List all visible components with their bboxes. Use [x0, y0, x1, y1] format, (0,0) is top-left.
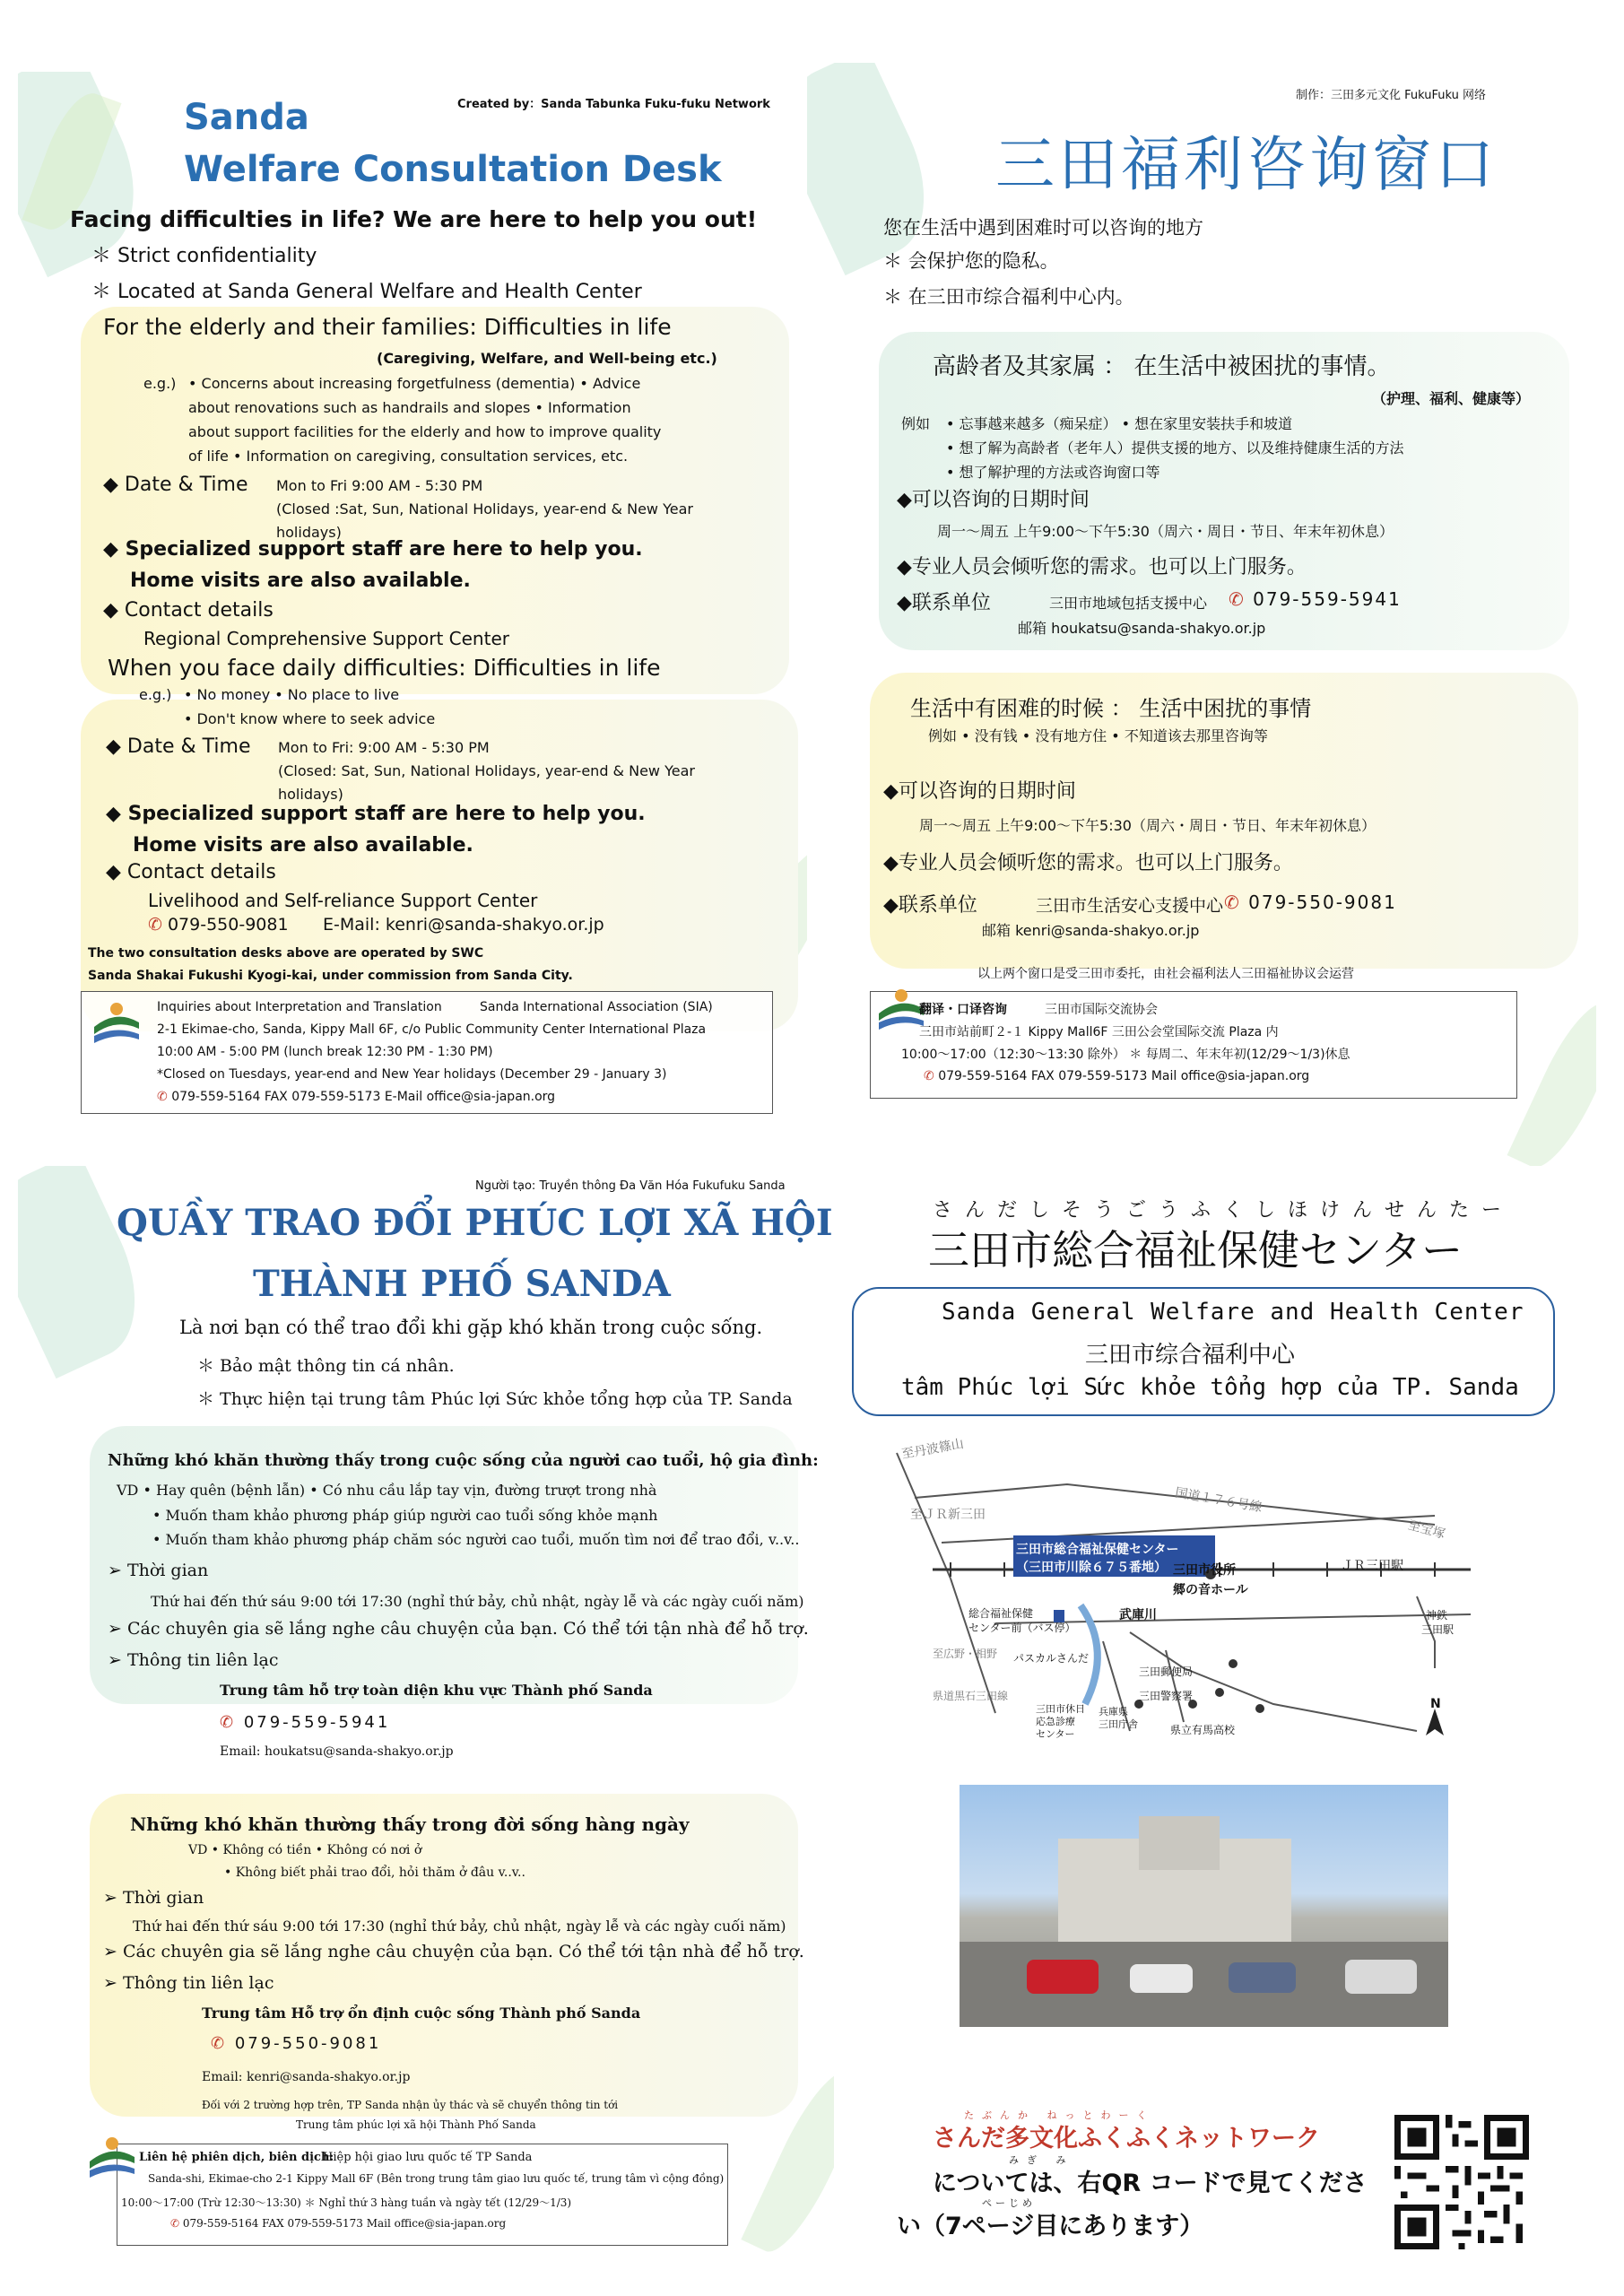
contact-label: Contact details	[124, 599, 274, 622]
zh-staff-text: 专业人员会倾听您的需求。也可以上门服务。	[911, 556, 1307, 578]
vietnamese-panel	[18, 1166, 834, 2278]
inquiry-contact	[157, 1090, 555, 1104]
vi-contact-row: ➢ Thông tin liên lạc	[103, 1973, 274, 1993]
eg-label: e.g.)	[143, 375, 177, 392]
elderly-example-1: • Concerns about increasing forgetfulness (dementia) • Advice	[188, 375, 641, 392]
point-text: 在三田市综合福利中心内。	[908, 286, 1134, 308]
phone-row	[148, 915, 289, 935]
elderly-example-2: about renovations such as handrails and slopes • Information	[188, 399, 631, 416]
closed-days-2: holidays)	[276, 524, 342, 541]
vi-time-row: ➢ Thời gian	[108, 1561, 209, 1580]
vi-inquiry-hours: 10:00～17:00 (Trừ 12:30～13:30) ＊ Nghỉ thứ 3 hàng tuần và ngày tết (12/29～1/3)	[121, 2196, 572, 2209]
leaf-decoration	[807, 63, 951, 275]
zh-datetime-row: ◆可以咨询的日期时间	[897, 489, 1090, 511]
elderly-heading: For the elderly and their families: Difficulties in life	[103, 314, 672, 340]
vi-time-row: ➢ Thời gian	[103, 1888, 204, 1908]
car	[1345, 1960, 1417, 1994]
map-label: 三田警察署	[1139, 1690, 1194, 1702]
zh-staff-row: ◆专业人员会倾听您的需求。也可以上门服务。	[897, 556, 1307, 578]
zh-inquiry-title: 翻译・口译咨询	[919, 1003, 1007, 1017]
date-time-row: ◆ Date & Time	[106, 735, 251, 758]
title-line-1: Sanda	[184, 97, 309, 138]
map-center-label: （三田市川除６７５番地）	[1016, 1561, 1167, 1575]
vi-staff-text: Các chuyên gia sẽ lắng nghe câu chuyện của bạn. Có thể tới tận nhà để hỗ trợ.	[122, 1942, 804, 1961]
qr-code-icon[interactable]	[1394, 2115, 1529, 2249]
closed-days-2: holidays)	[278, 786, 343, 803]
date-time-label: Date & Time	[124, 474, 248, 496]
zh-elderly-example-2: • 想了解为高龄者（老年人）提供支援的地方、以及维持健康生活的方法	[946, 439, 1404, 457]
center-title-jp: 三田市総合福祉保健センター	[928, 1226, 1463, 1274]
zh-daily-example: 例如 • 没有钱 • 没有地方住 • 不知道该去那里咨询等	[928, 727, 1268, 744]
zh-elderly-sub: （护理、福利、健康等）	[1372, 390, 1531, 407]
zh-datetime: 周一～周五 上午9:00～下午5:30（周六・周日・节日、年末年初休息）	[937, 523, 1394, 540]
zh-staff-text: 专业人员会倾听您的需求。也可以上门服务。	[898, 852, 1293, 874]
inquiry-org: Sanda International Association (SIA)	[480, 1000, 713, 1014]
center-name-en: Sanda General Welfare and Health Center	[942, 1299, 1524, 1326]
title-line-2: Welfare Consultation Desk	[184, 149, 722, 190]
vi-center: Trung tâm Hỗ trợ ổn định cuộc sống Thành phố Sanda	[202, 2005, 641, 2022]
map-label: 三田駅	[1421, 1623, 1455, 1636]
vi-time: Thứ hai đến thứ sáu 9:00 tới 17:30 (nghỉ thứ bảy, chủ nhật, ngày lễ và các ngày cuối năm)	[151, 1593, 804, 1610]
vi-staff-row: ➢ Các chuyên gia sẽ lắng nghe câu chuyện của bạn. Có thể tới tận nhà để hỗ trợ.	[108, 1619, 809, 1639]
staff-text: Specialized support staff are here to help you.	[125, 538, 643, 561]
map-label: センター	[1036, 1728, 1075, 1740]
inquiry-contact-text: 079-559-5164 FAX 079-559-5173 E-Mail office@sia-japan.org	[171, 1090, 556, 1104]
phone-icon: ✆	[211, 2034, 228, 2053]
vi-elderly-example-3: • Muốn tham khảo phương pháp chăm sóc người cao tuổi, muốn tìm nơi để trao đổi, v..v..	[152, 1531, 800, 1548]
phone-number: 079-559-5941	[243, 1713, 391, 1732]
zh-contact-row: ◆联系单位	[883, 894, 977, 917]
phone-icon: ✆	[1229, 588, 1246, 610]
daily-example-1: • No money • No place to live	[184, 686, 400, 703]
zh-datetime-label: 可以咨询的日期时间	[911, 489, 1090, 511]
point-text: Bảo mật thông tin cá nhân.	[220, 1356, 455, 1376]
vi-operator-note-1: Đối với 2 trường hợp trên, TP Sanda nhận ủy thác và sẽ chuyển thông tin tới	[202, 2099, 619, 2111]
map-label: 兵庫県	[1099, 1706, 1128, 1718]
phone-icon: ✆	[170, 2217, 180, 2230]
car	[1229, 1962, 1296, 1993]
zh-point-2: ＊ 在三田市综合福利中心内。	[883, 286, 1134, 308]
closed-days: (Closed :Sat, Sun, National Holidays, year-end & New Year	[276, 500, 693, 517]
point-text: 会保护您的隐私。	[908, 250, 1059, 272]
point-text: Strict confidentiality	[117, 245, 317, 267]
contact-row: ◆ Contact details	[103, 599, 274, 622]
center-name-vi: tâm Phúc lợi Sức khỏe tổng hợp của TP. Sanda	[901, 1374, 1519, 1401]
zh-elderly-example-1: • 忘事越来越多（痴呆症） • 想在家里安装扶手和坡道	[946, 415, 1293, 432]
vi-contact-row: ➢ Thông tin liên lạc	[108, 1650, 279, 1670]
center-name-zh: 三田市综合福利中心	[1085, 1342, 1296, 1369]
staff-text: Specialized support staff are here to help you.	[127, 803, 646, 825]
vi-time-label: Thời gian	[122, 1888, 204, 1908]
point-confidentiality: ＊ Strict confidentiality	[91, 245, 317, 267]
vi-title-2: THÀNH PHỐ SANDA	[253, 1263, 671, 1305]
vi-staff-text: Các chuyên gia sẽ lắng nghe câu chuyện của bạn. Có thể tới tận nhà để hỗ trợ.	[126, 1619, 809, 1639]
vi-operator-note-2: Trung tâm phúc lợi xã hội Thành Phố Sanda	[296, 2118, 536, 2131]
closed-days: (Closed: Sat, Sun, National Holidays, year-end & New Year	[278, 762, 695, 779]
zh-eg: 例如	[901, 415, 931, 432]
zh-email: 邮箱 kenri@sanda-shakyo.or.jp	[982, 922, 1200, 939]
building-shape	[1139, 1816, 1220, 1870]
center-name: Regional Comprehensive Support Center	[143, 628, 509, 649]
map-label: パスカルさんだ	[1013, 1652, 1090, 1665]
point-text: Located at Sanda General Welfare and Health Center	[117, 281, 642, 303]
phone-number: 079-559-5941	[1253, 588, 1402, 610]
vi-email: Email: kenri@sanda-shakyo.or.jp	[202, 2070, 411, 2084]
zh-inquiry-org: 三田市国际交流协会	[1045, 1003, 1158, 1017]
furigana: さんだしそうごうふくしほけんせんたー	[933, 1199, 1515, 1222]
zh-email: 邮箱 houkatsu@sanda-shakyo.or.jp	[1018, 620, 1266, 637]
staff-row: ◆ Specialized support staff are here to help you.	[103, 538, 643, 561]
car	[1027, 1960, 1099, 1994]
zh-phone-row	[1224, 891, 1397, 913]
elderly-example-4: of life • Information on caregiving, consultation services, etc.	[188, 448, 629, 465]
center-name: Livelihood and Self-reliance Support Center	[148, 890, 538, 911]
phone-number: 079-550-9081	[1248, 891, 1397, 913]
vi-time-label: Thời gian	[126, 1561, 209, 1580]
inquiry-address: 2-1 Ekimae-cho, Sanda, Kippy Mall 6F, c/o Public Community Center International Plaza	[157, 1022, 707, 1037]
vi-phone-row	[220, 1713, 390, 1732]
point-location: ＊ Located at Sanda General Welfare and Health Center	[91, 281, 642, 303]
map-label: 至広野・相野	[933, 1648, 998, 1660]
home-visits: Home visits are also available.	[133, 834, 473, 857]
map-label: 三田郵便局	[1139, 1665, 1194, 1678]
inquiry-closed: *Closed on Tuesdays, year-end and New Year holidays (December 29 - January 3)	[157, 1067, 667, 1082]
inquiry-title: Inquiries about Interpretation and Translation	[157, 1000, 442, 1014]
zh-contact-row: ◆联系单位	[897, 592, 991, 614]
vi-inquiry-address: Sanda-shi, Ekimae-cho 2-1 Kippy Mall 6F (Bên trong trung tâm giao lưu quốc tế, trung tâm vì cộng đồng)	[148, 2172, 725, 2185]
phone-icon: ✆	[148, 915, 162, 935]
operator-note-2: Sanda Shakai Fukushi Kyogi-kai, under commission from Sanda City.	[88, 969, 573, 983]
zh-inquiry-contact	[924, 1069, 1309, 1083]
staff-row: ◆ Specialized support staff are here to help you.	[106, 803, 646, 825]
phone-icon: ✆	[157, 1090, 168, 1104]
date-time-value: Mon to Fri 9:00 AM - 5:30 PM	[276, 477, 483, 494]
vi-email: Email: houkatsu@sanda-shakyo.or.jp	[220, 1744, 454, 1759]
map-label: 神鉄	[1426, 1609, 1448, 1622]
created-by: Created by：Sanda Tabunka Fuku-fuku Network	[457, 98, 770, 111]
map-label: センター前（バス停）	[968, 1622, 1076, 1634]
point-text: Thực hiện tại trung tâm Phúc lợi Sức khỏe tổng hợp của TP. Sanda	[220, 1389, 793, 1409]
inquiry-contact-text: 079-559-5164 FAX 079-559-5173 Mail office@sia-japan.org	[938, 1069, 1310, 1083]
car	[1130, 1964, 1193, 1993]
home-visits: Home visits are also available.	[130, 570, 471, 592]
vi-daily-heading: Những khó khăn thường thấy trong đời sống hàng ngày	[130, 1813, 690, 1835]
leaf-decoration	[1507, 993, 1596, 1166]
map-label: 県道黒石三田線	[933, 1690, 1009, 1702]
map-label: 総合福祉保健	[968, 1607, 1034, 1620]
sia-logo-icon	[90, 1000, 143, 1045]
network-ruby: たぶんか ねっとわーく	[964, 2109, 1155, 2121]
zh-elderly-heading: 高龄者及其家属 ： 在生活中被困扰的事情。	[933, 353, 1391, 380]
phone-icon: ✆	[220, 1713, 237, 1732]
english-panel	[18, 72, 807, 1157]
email: E-Mail: kenri@sanda-shakyo.or.jp	[323, 915, 604, 935]
eg-label: e.g.)	[139, 686, 172, 703]
phone-icon: ✆	[1224, 891, 1241, 913]
vi-inquiry-contact	[170, 2217, 506, 2230]
maker-note: 制作：三田多元文化 FukuFuku 网络	[1296, 89, 1487, 102]
vi-title-1: QUẦY TRAO ĐỔI PHÚC LỢI XÃ HỘI	[117, 1202, 833, 1244]
zh-elderly-example-3: • 想了解护理的方法或咨询窗口等	[946, 464, 1160, 481]
daily-example-2: • Don't know where to seek advice	[184, 710, 436, 727]
zh-operator-note: 以上两个窗口是受三田市委托，由社会福利法人三田福祉协议会运营	[977, 967, 1354, 981]
network-title: さんだ多文化ふくふくネットワーク	[933, 2125, 1320, 2152]
map-label: 三田市休日	[1036, 1703, 1085, 1715]
leaf-decoration	[18, 1166, 161, 1378]
date-time-value: Mon to Fri: 9:00 AM - 5:30 PM	[278, 739, 490, 756]
daily-heading: When you face daily difficulties: Difficulties in life	[108, 655, 661, 681]
vi-time: Thứ hai đến thứ sáu 9:00 tới 17:30 (nghỉ thứ bảy, chủ nhật, ngày lễ và các ngày cuối năm)	[133, 1918, 786, 1935]
vi-maker-note: Người tạo: Truyền thông Đa Văn Hóa Fukufuku Sanda	[475, 1179, 786, 1193]
map-label: 武庫川	[1119, 1608, 1157, 1622]
zh-daily-heading: 生活中有困难的时候 ： 生活中困扰的事情	[910, 696, 1312, 721]
elderly-example-3: about support facilities for the elderly and how to improve quality	[188, 423, 662, 440]
map-center-label: 三田市総合福祉保健センター	[1016, 1543, 1179, 1557]
vi-daily-example-1: VD • Không có tiền • Không có nơi ở	[188, 1843, 422, 1857]
zh-inquiry-address: 三田市站前町２-１ Kippy Mall6F 三田公会堂国际交流 Plaza 内	[919, 1025, 1279, 1039]
vi-staff-row: ➢ Các chuyên gia sẽ lắng nghe câu chuyện của bạn. Có thể tới tận nhà để hỗ trợ.	[103, 1942, 804, 1961]
map-label: 至丹波篠山	[900, 1437, 966, 1462]
elderly-subheading: (Caregiving, Welfare, and Well-being etc.)	[377, 350, 717, 367]
vi-point-2: ＊ Thực hiện tại trung tâm Phúc lợi Sức khỏe tổng hợp của TP. Sanda	[197, 1389, 793, 1409]
inquiry-hours: 10:00 AM - 5:00 PM (lunch break 12:30 PM - 1:30 PM)	[157, 1045, 493, 1059]
vi-lead: Là nơi bạn có thể trao đổi khi gặp khó khăn trong cuộc sống.	[179, 1317, 763, 1338]
contact-row: ◆ Contact details	[106, 861, 276, 883]
zh-contact-label: 联系单位	[898, 894, 977, 917]
vi-elderly-example-1: VD • Hay quên (bệnh lẫn) • Có nhu cầu lắp tay vịn, đường trượt trong nhà	[117, 1482, 657, 1499]
vi-inquiry-org: Hiệp hội giao lưu quốc tế TP Sanda	[323, 2151, 533, 2164]
phone-number: 079-550-9081	[234, 2034, 382, 2053]
map-label: 郷の音ホール	[1173, 1583, 1248, 1597]
vi-center: Trung tâm hỗ trợ toàn diện khu vực Thành phố Sanda	[220, 1682, 653, 1699]
vi-elderly-example-2: • Muốn tham khảo phương pháp giúp người cao tuổi sống khỏe mạnh	[152, 1507, 658, 1524]
vi-phone-row	[211, 2034, 381, 2053]
zh-center: 三田市地域包括支援中心	[1049, 595, 1208, 612]
phone-icon: ✆	[924, 1069, 934, 1083]
vi-elderly-heading: Những khó khăn thường thấy trong cuộc sống của người cao tuổi, hộ gia đình:	[108, 1451, 819, 1470]
phone-number: 079-550-9081	[167, 915, 289, 935]
map-label: ＪＲ三田駅	[1341, 1559, 1403, 1573]
network-ruby-3: ぺーじめ	[982, 2197, 1036, 2209]
vi-point-1: ＊ Bảo mật thông tin cá nhân.	[197, 1356, 455, 1376]
vi-contact-label: Thông tin liên lạc	[122, 1973, 274, 1993]
zh-center: 三田市生活安心支援中心	[1036, 896, 1224, 916]
zh-datetime: 周一～周五 上午9:00～下午5:30（周六・周日・节日、年末年初休息）	[919, 817, 1376, 834]
map-label: 三田庁舎	[1099, 1718, 1138, 1730]
map-label: 至宝塚	[1406, 1518, 1447, 1543]
map-label: 至ＪＲ新三田	[910, 1508, 986, 1522]
zh-datetime-label: 可以咨询的日期时间	[898, 780, 1076, 803]
zh-staff-row: ◆专业人员会倾听您的需求。也可以上门服务。	[883, 852, 1293, 874]
operator-note-1: The two consultation desks above are operated by SWC	[88, 946, 484, 961]
network-line-2: い（7ページ目にあります）	[897, 2213, 1204, 2240]
zh-contact-label: 联系单位	[911, 592, 991, 614]
vi-daily-example-2: • Không biết phải trao đổi, hỏi thăm ở đâu v..v..	[224, 1866, 525, 1880]
zh-lead: 您在生活中遇到困难时可以咨询的地方	[883, 217, 1203, 239]
chinese-panel	[807, 63, 1596, 1166]
map-label: 三田市役所	[1173, 1563, 1236, 1578]
building-photo	[960, 1785, 1448, 2027]
lead-text: Facing difficulties in life? We are here to help you out!	[70, 206, 758, 232]
network-line-1: については、右QR コードで見てくださ	[933, 2170, 1368, 2197]
contact-label: Contact details	[126, 861, 276, 883]
vi-inquiry-title: Liên hệ phiên dịch, biên dịch:	[139, 2151, 334, 2164]
inquiry-contact-text: 079-559-5164 FAX 079-559-5173 Mail office@sia-japan.org	[182, 2217, 507, 2230]
map-panel	[834, 1166, 1614, 2278]
date-time-row: ◆ Date & Time	[103, 474, 248, 496]
map-label: 国道１７６号線	[1174, 1485, 1264, 1516]
zh-point-1: ＊ 会保护您的隐私。	[883, 250, 1059, 272]
network-ruby-2: みぎ み	[1009, 2154, 1074, 2166]
zh-phone-row	[1229, 588, 1402, 610]
date-time-label: Date & Time	[126, 735, 251, 758]
map-label: 応急診療	[1036, 1716, 1075, 1727]
zh-title: 三田福利咨询窗口	[995, 130, 1498, 199]
vi-contact-label: Thông tin liên lạc	[126, 1650, 279, 1670]
north-arrow-label: N	[1430, 1697, 1441, 1711]
zh-datetime-row: ◆可以咨询的日期时间	[883, 780, 1076, 803]
map-label: 県立有馬高校	[1170, 1724, 1236, 1736]
sia-logo-icon	[85, 2135, 139, 2179]
zh-inquiry-hours: 10:00～17:00（12:30～13:30 除外） ＊ 每周二、年末年初(12/29～1/3)休息	[901, 1048, 1350, 1062]
